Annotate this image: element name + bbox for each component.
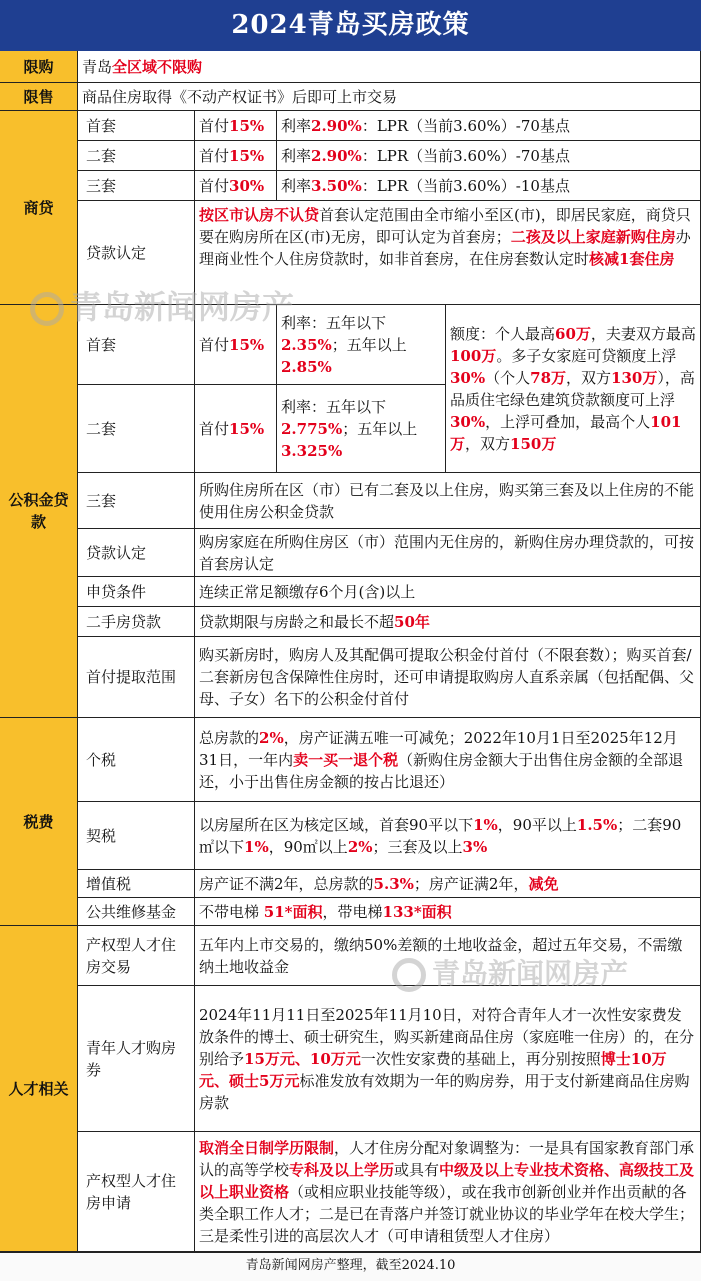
row-label-text: 青年人才购房券: [86, 1038, 177, 1079]
text-segment: 房产证不满2年，总房款的: [199, 874, 374, 893]
row-shang-2-downpayment: [195, 141, 277, 171]
text-segment: 利率: [281, 176, 312, 195]
text-segment: 不带电梯: [199, 902, 264, 921]
page-title: 2024青岛买房政策: [0, 0, 701, 51]
row-label-text: 增值税: [86, 874, 132, 893]
row-rc-sq-content: [195, 1132, 701, 1252]
row-gjj-rd-content: [195, 529, 701, 577]
text-segment: 五年内上市交易的，缴纳50%差额的土地收益金，超过五年交易，不需缴纳土地收益金: [199, 935, 683, 976]
row-gjj-rd-content-text: [199, 531, 696, 575]
row-gjj-ed-text: [450, 323, 696, 455]
row-gjj-3-content: [195, 473, 701, 529]
highlight-text: 减免: [528, 874, 559, 893]
row-rc-sq-label: [78, 1132, 195, 1252]
highlight-text: 取消全日制学历限制: [199, 1138, 335, 1157]
row-shang-1-rate: [277, 111, 701, 141]
row-gjj-sd-content: [195, 577, 701, 607]
category-shuifei: [0, 718, 78, 926]
row-rc-gfq-content-text: [199, 1004, 696, 1114]
row-shang-1-downpayment: [195, 111, 277, 141]
category-gongjijin: [0, 305, 78, 718]
row-shang-2-label: [78, 141, 195, 171]
category-shangdai: [0, 111, 78, 305]
text-segment: （新购住房金额大于出售住房金额的全部退还，小于出售住房金额的按占比退还）: [199, 750, 684, 791]
row-shang-1-down-text: [199, 115, 264, 137]
text-segment: 商品住房取得《不动产权证书》后即可上市交易: [82, 87, 398, 106]
row-label-text: 限购: [23, 57, 54, 76]
row-label-text: 产权型人才住房申请: [86, 1171, 177, 1212]
text-segment: 总房款的: [199, 728, 260, 747]
row-tax-zz-label: [78, 870, 195, 898]
text-segment: ，上浮可叠加，最高个人: [485, 412, 651, 431]
highlight-text: 1%: [473, 815, 498, 834]
row-xianshou-text: [82, 86, 397, 108]
highlight-text: 3.325%: [281, 441, 343, 460]
text-segment: ，90㎡以上: [268, 837, 348, 856]
row-gjj-1-rate: [277, 305, 446, 385]
row-shang-1-label: [78, 111, 195, 141]
row-shang-3-rate-text: [281, 175, 570, 197]
highlight-text: 按区市认房不认贷: [199, 206, 320, 224]
text-segment: 青岛: [82, 57, 113, 76]
text-segment: 办理商业性个人住房贷款时，如非首套房，在住房套数认定时: [199, 228, 691, 268]
row-xiangou-content: [78, 51, 701, 83]
category-rencai: [0, 926, 78, 1252]
text-segment: 利率: [281, 146, 312, 165]
row-shang-2-down-text: [199, 145, 264, 167]
highlight-text: 150万: [510, 434, 557, 453]
text-segment: 或具有: [394, 1160, 440, 1179]
row-tax-zz-content: [195, 870, 701, 898]
row-label-text: 首套: [86, 335, 117, 354]
row-rc-jy-label: [78, 926, 195, 986]
highlight-text: 全区域不限购: [112, 57, 203, 76]
row-gjj-es-content-text: [199, 611, 430, 633]
row-label-text: 人才相关: [8, 1079, 69, 1098]
row-label-text: 商贷: [23, 198, 54, 217]
highlight-text: 2.35%: [281, 335, 332, 354]
text-segment: ，双方: [465, 434, 511, 453]
highlight-text: 30%: [450, 368, 486, 387]
text-segment: ；五年以上: [331, 335, 407, 354]
highlight-text: 130万: [611, 368, 658, 387]
row-gjj-2-rate-text: [281, 396, 441, 462]
row-shang-1-rate-text: [281, 115, 570, 137]
row-shang-rd-text: [199, 204, 696, 270]
highlight-text: 3.50%: [311, 176, 362, 195]
row-label-text: 公共维修基金: [86, 902, 177, 921]
text-segment: 一次性安家费的基础上，再分别按照: [360, 1049, 601, 1068]
row-shang-3-label: [78, 171, 195, 201]
row-gjj-1-label: [78, 305, 195, 385]
text-segment: 标准发放有效期为一年的购房券，用于支付新建商品住房购房款: [199, 1071, 690, 1112]
highlight-text: 60万: [555, 324, 591, 343]
row-shang-3-downpayment: [195, 171, 277, 201]
row-label-text: 税费: [23, 812, 54, 831]
row-rc-jy-content-text: [199, 934, 696, 978]
row-tax-wx-content: [195, 898, 701, 926]
row-tax-gs-label: [78, 718, 195, 802]
text-segment: 所购住房所在区（市）已有二套及以上住房，购买第三套及以上住房的不能使用住房公积金贷款: [199, 480, 695, 521]
highlight-text: 核减1套住房: [589, 250, 675, 268]
highlight-text: 中级及以上专业技术资格、高级技工及以上职业资格: [199, 1160, 695, 1201]
row-gjj-3-content-text: [199, 479, 696, 523]
text-segment: 首付: [199, 116, 230, 135]
text-segment: ：LPR（当前3.60%）-10基点: [361, 176, 570, 195]
row-label-text: 首套: [86, 116, 117, 135]
highlight-text: 2%: [347, 837, 373, 856]
row-gjj-tq-content: [195, 637, 701, 718]
highlight-text: 15%: [229, 419, 265, 438]
row-gjj-es-content: [195, 607, 701, 637]
row-label-text: 二套: [86, 146, 117, 165]
text-segment: ，人才住房分配对象调整为：一是具有国家教育部门承认的高等学校: [199, 1138, 695, 1179]
highlight-text: 133*面积: [382, 902, 452, 921]
text-segment: 利率: [281, 116, 312, 135]
text-segment: 连续正常足额缴存6个月(含)以上: [199, 582, 416, 601]
text-segment: 利率：五年以下: [281, 313, 387, 332]
highlight-text: 1%: [244, 837, 269, 856]
highlight-text: 2.90%: [311, 146, 362, 165]
highlight-text: 2.85%: [281, 357, 332, 376]
row-gjj-1-downpayment: [195, 305, 277, 385]
highlight-text: 博士10万元、硕士5万元: [199, 1049, 667, 1090]
text-segment: 首付: [199, 146, 230, 165]
row-label-text: 公积金贷款: [8, 491, 69, 531]
highlight-text: 3%: [462, 837, 488, 856]
row-gjj-tq-content-text: [199, 644, 696, 710]
highlight-text: 二孩及以上家庭新购住房: [510, 228, 676, 246]
text-segment: ；房产证满2年，: [413, 874, 529, 893]
text-segment: ，房产证满五唯一可减免；2022年10月1日至2025年12月31日，一年内: [199, 728, 678, 769]
row-rc-sq-content-text: [199, 1137, 696, 1247]
highlight-text: 15%: [229, 146, 265, 165]
row-gjj-es-label: [78, 607, 195, 637]
row-label-text: 贷款认定: [86, 243, 147, 262]
text-segment: 首套认定范围由全市缩小至区(市)，即居民家庭，商贷只要在购房所在区(市)无房，即可认定为首套房；: [199, 206, 691, 246]
highlight-text: 30%: [229, 176, 265, 195]
footer-note: 青岛新闻网房产整理，截至2024.10: [0, 1252, 701, 1281]
row-label-text: 贷款认定: [86, 543, 147, 562]
highlight-text: 卖一买一退个税: [293, 750, 399, 769]
row-rc-gfq-label: [78, 986, 195, 1132]
row-gjj-2-down-text: [199, 418, 264, 440]
row-label-text: 二手房贷款: [86, 612, 162, 631]
watermark-text: 青岛新闻网房产: [432, 957, 629, 990]
row-gjj-2-rate: [277, 385, 446, 473]
highlight-text: 51*面积: [263, 902, 323, 921]
row-xiangou-text: [82, 56, 202, 78]
row-tax-qs-content: [195, 802, 701, 870]
highlight-text: 5.3%: [373, 874, 414, 893]
watermark-text: 青岛新闻网房产: [70, 288, 295, 326]
row-tax-wx-content-text: [199, 901, 452, 923]
row-label-text: 三套: [86, 176, 117, 195]
row-tax-qs-content-text: [199, 814, 696, 858]
row-rc-gfq-content: [195, 986, 701, 1132]
text-segment: ；三套及以上: [372, 837, 463, 856]
row-label-text: 申贷条件: [86, 582, 147, 601]
text-segment: ，双方: [566, 368, 612, 387]
highlight-text: 2.90%: [311, 116, 362, 135]
row-shang-2-rate: [277, 141, 701, 171]
row-tax-wx-label: [78, 898, 195, 926]
row-tax-gs-content-text: [199, 727, 696, 793]
row-shang-2-rate-text: [281, 145, 570, 167]
text-segment: 2024年11月11日至2025年11月10日，对符合青年人才一次性安家费发放条件的博士、硕士研究生，购买新建商品住房（家庭唯一住房）的，在分别给予: [199, 1005, 695, 1068]
highlight-text: 15%: [229, 116, 265, 135]
row-xiangou-category: [0, 51, 78, 83]
row-gjj-ed-content: [446, 305, 701, 473]
text-segment: ：LPR（当前3.60%）-70基点: [361, 116, 570, 135]
row-gjj-sd-content-text: [199, 581, 415, 603]
highlight-text: 101万: [450, 412, 682, 453]
row-gjj-rd-label: [78, 529, 195, 577]
text-segment: ；二套90㎡以下: [199, 815, 682, 856]
highlight-text: 100万: [450, 346, 497, 365]
row-shang-rd-content: [195, 201, 701, 305]
text-segment: 购房家庭在所购住房区（市）范围内无住房的，新购住房办理贷款的，可按首套房认定: [199, 532, 695, 573]
text-segment: ；五年以上: [342, 419, 418, 438]
row-shang-3-down-text: [199, 175, 264, 197]
row-gjj-2-label: [78, 385, 195, 473]
row-gjj-3-label: [78, 473, 195, 529]
text-segment: 以房屋所在区为核定区域，首套90平以下: [199, 815, 474, 834]
row-label-text: 契税: [86, 826, 117, 845]
highlight-text: 50年: [394, 612, 430, 631]
row-xianshou-content: [78, 83, 701, 111]
row-tax-qs-label: [78, 802, 195, 870]
row-gjj-2-downpayment: [195, 385, 277, 473]
text-segment: 购买新房时，购房人及其配偶可提取公积金付首付（不限套数）；购买首套/二套新房包含保障性住房时，还可申请提取购房人直系亲属（包括配偶、父母、子女）名下的公积金付首付: [199, 646, 695, 708]
text-segment: 首付: [199, 335, 230, 354]
text-segment: （个人: [485, 368, 531, 387]
highlight-text: 2%: [259, 728, 284, 747]
row-label-text: 限售: [23, 87, 54, 106]
text-segment: 首付: [199, 419, 230, 438]
row-gjj-1-rate-text: [281, 312, 441, 378]
text-segment: 额度：个人最高: [450, 324, 556, 343]
highlight-text: 78万: [530, 368, 567, 387]
highlight-text: 15%: [229, 335, 265, 354]
text-segment: ，带电梯: [322, 902, 383, 921]
row-gjj-1-down-text: [199, 334, 264, 356]
row-shang-rd-label: [78, 201, 195, 305]
text-segment: 。多子女家庭可贷额度上浮: [496, 346, 677, 365]
highlight-text: 1.5%: [576, 815, 618, 834]
highlight-text: 2.775%: [281, 419, 343, 438]
text-segment: 利率：五年以下: [281, 397, 387, 416]
text-segment: 首付: [199, 176, 230, 195]
row-label-text: 产权型人才住房交易: [86, 935, 177, 976]
text-segment: ，夫妻双方最高: [590, 324, 696, 343]
row-tax-gs-content: [195, 718, 701, 802]
highlight-text: 30%: [450, 412, 486, 431]
row-gjj-sd-label: [78, 577, 195, 607]
row-gjj-tq-label: [78, 637, 195, 718]
text-segment: ，90平以上: [497, 815, 577, 834]
row-xianshou-category: [0, 83, 78, 111]
row-label-text: 三套: [86, 491, 117, 510]
row-rc-jy-content: [195, 926, 701, 986]
text-segment: 贷款期限与房龄之和最长不超: [199, 612, 395, 631]
row-label-text: 二套: [86, 419, 117, 438]
text-segment: ），高品质住宅绿色建筑贷款额度可上浮: [450, 368, 695, 409]
row-shang-3-rate: [277, 171, 701, 201]
text-segment: （或相应职业技能等级），或在我市创新创业并作出贡献的各类全职工作人才；二是已在青落户并签订就业协议的毕业学年在校大学生；三是柔性引进的高层次人才（可申请租赁型人才住房）: [199, 1182, 695, 1245]
text-segment: ：LPR（当前3.60%）-70基点: [361, 146, 570, 165]
row-tax-zz-content-text: [199, 873, 558, 895]
row-label-text: 个税: [86, 750, 117, 769]
highlight-text: 专科及以上学历: [289, 1160, 395, 1179]
row-label-text: 首付提取范围: [86, 668, 177, 686]
highlight-text: 15万元、10万元: [244, 1049, 361, 1068]
